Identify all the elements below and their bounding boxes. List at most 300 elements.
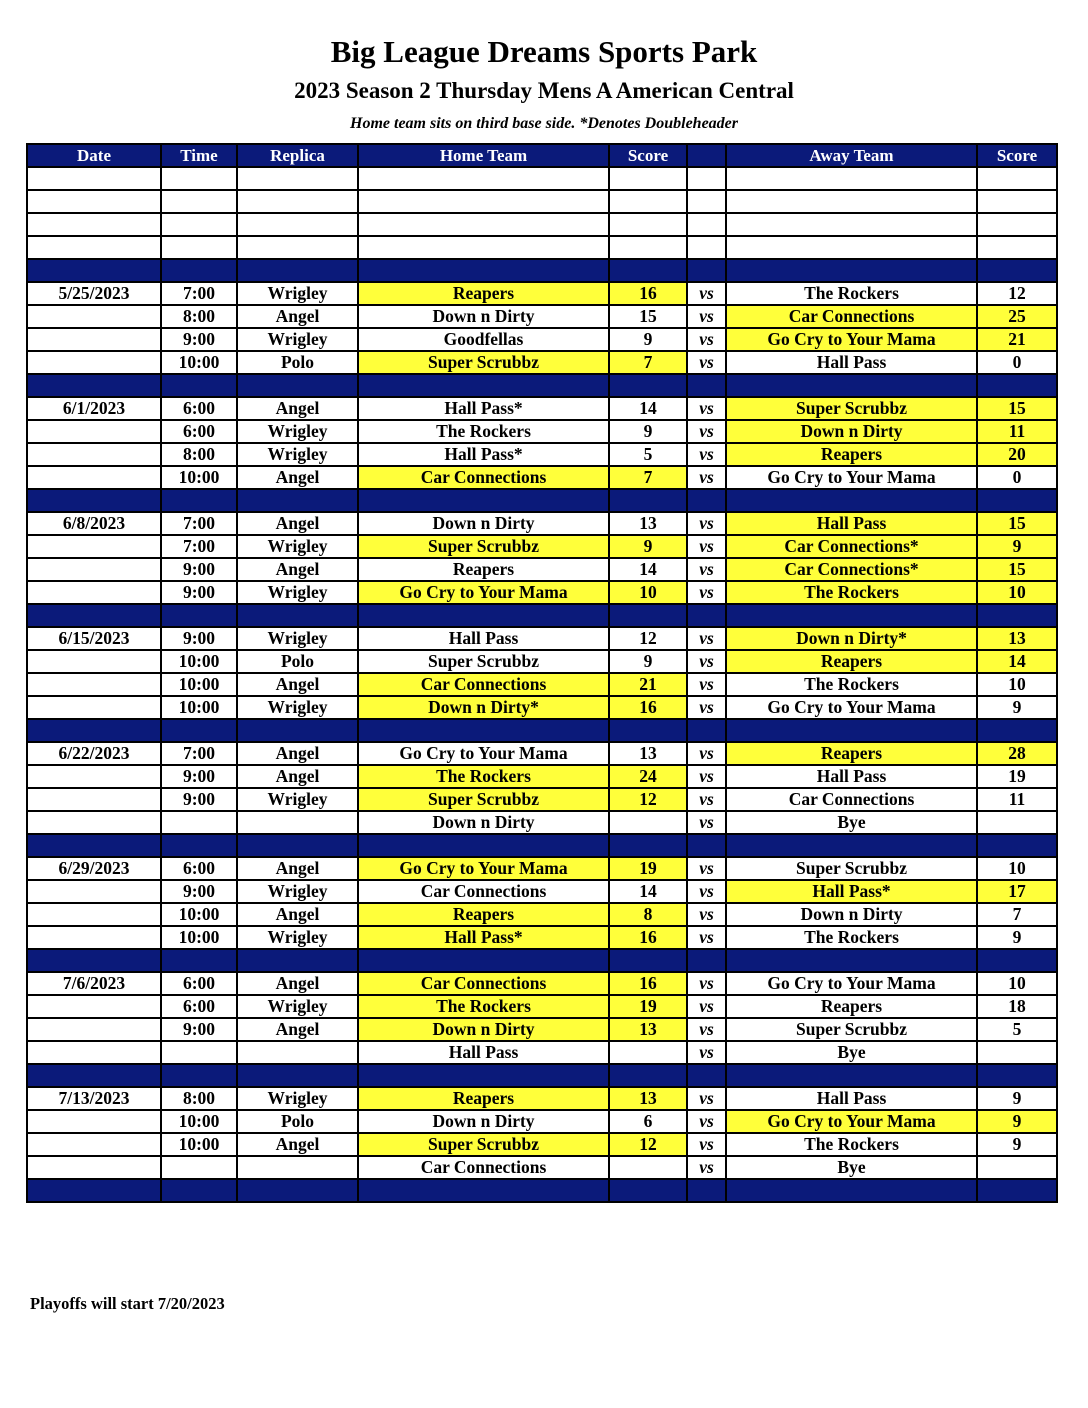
away-team-cell: The Rockers [726,1133,977,1156]
game-row [27,1133,1057,1156]
vs-cell: vs [687,673,726,696]
field-cell: Wrigley [237,282,358,305]
field-cell: Wrigley [237,627,358,650]
home-team-cell: Down n Dirty [358,305,609,328]
empty-cell [687,190,726,213]
away-score-cell: 20 [977,443,1057,466]
away-team-cell: Hall Pass [726,1087,977,1110]
vs-cell: vs [687,696,726,719]
home-score-cell: 7 [609,466,687,489]
empty-cell [27,834,161,857]
empty-cell [161,213,237,236]
game-row [27,1110,1057,1133]
empty-cell [358,374,609,397]
empty-cell [977,236,1057,259]
home-team-cell: Down n Dirty [358,811,609,834]
home-team-cell: Super Scrubbz [358,351,609,374]
field-cell: Angel [237,742,358,765]
time-cell: 8:00 [161,1087,237,1110]
separator-row [27,949,1057,972]
time-cell: 10:00 [161,696,237,719]
away-team-cell: Super Scrubbz [726,1018,977,1041]
time-cell: 8:00 [161,305,237,328]
time-cell: 10:00 [161,903,237,926]
date-cell [27,558,161,581]
date-cell [27,1133,161,1156]
away-team-cell: Down n Dirty [726,903,977,926]
col-header-away-team: Away Team [726,144,977,167]
empty-cell [27,719,161,742]
time-cell [161,811,237,834]
time-cell: 10:00 [161,1110,237,1133]
time-cell: 10:00 [161,351,237,374]
date-cell: 5/25/2023 [27,282,161,305]
game-row [27,1041,1057,1064]
game-row [27,811,1057,834]
vs-cell: vs [687,788,726,811]
field-cell: Wrigley [237,880,358,903]
home-team-cell: Go Cry to Your Mama [358,742,609,765]
home-score-cell: 13 [609,512,687,535]
home-team-cell: Go Cry to Your Mama [358,581,609,604]
empty-cell [609,236,687,259]
empty-cell [977,949,1057,972]
empty-cell [237,949,358,972]
away-score-cell: 15 [977,512,1057,535]
vs-cell: vs [687,811,726,834]
empty-cell [237,213,358,236]
date-cell [27,765,161,788]
date-cell [27,443,161,466]
away-team-cell: Super Scrubbz [726,397,977,420]
empty-cell [27,489,161,512]
away-score-cell [977,811,1057,834]
away-team-cell: Hall Pass [726,512,977,535]
home-team-cell: Hall Pass [358,1041,609,1064]
home-score-cell: 12 [609,627,687,650]
empty-cell [687,236,726,259]
home-score-cell: 12 [609,1133,687,1156]
home-score-cell: 24 [609,765,687,788]
away-team-cell: Hall Pass* [726,880,977,903]
empty-cell [977,1179,1057,1202]
empty-cell [237,167,358,190]
empty-cell [27,949,161,972]
away-score-cell: 5 [977,1018,1057,1041]
date-cell [27,1041,161,1064]
empty-cell [161,719,237,742]
empty-cell [609,719,687,742]
away-team-cell: Bye [726,1156,977,1179]
time-cell: 9:00 [161,765,237,788]
date-cell [27,811,161,834]
field-cell: Angel [237,512,358,535]
empty-cell [609,949,687,972]
home-score-cell: 16 [609,926,687,949]
date-cell [27,995,161,1018]
empty-cell [977,213,1057,236]
vs-cell: vs [687,397,726,420]
empty-cell [161,190,237,213]
away-team-cell: Hall Pass [726,351,977,374]
away-team-cell: Go Cry to Your Mama [726,972,977,995]
separator-row [27,834,1057,857]
empty-cell [358,1064,609,1087]
away-team-cell: Reapers [726,650,977,673]
empty-cell [237,374,358,397]
time-cell: 10:00 [161,1133,237,1156]
empty-cell [609,167,687,190]
field-cell [237,811,358,834]
empty-cell [726,190,977,213]
home-score-cell: 6 [609,1110,687,1133]
field-cell: Angel [237,305,358,328]
empty-cell [237,1064,358,1087]
empty-cell [27,604,161,627]
time-cell [161,1041,237,1064]
home-score-cell [609,1156,687,1179]
empty-cell [977,374,1057,397]
home-score-cell: 13 [609,1018,687,1041]
home-team-cell: Car Connections [358,1156,609,1179]
home-score-cell: 8 [609,903,687,926]
home-team-cell: Car Connections [358,466,609,489]
empty-cell [726,374,977,397]
home-score-cell: 9 [609,535,687,558]
empty-cell [687,719,726,742]
away-score-cell: 9 [977,696,1057,719]
empty-cell [237,190,358,213]
home-team-cell: Hall Pass* [358,397,609,420]
empty-cell [27,259,161,282]
vs-cell: vs [687,535,726,558]
time-cell: 9:00 [161,1018,237,1041]
empty-cell [27,190,161,213]
empty-cell [161,1179,237,1202]
date-cell [27,788,161,811]
schedule-body [27,167,1057,1202]
empty-cell [977,604,1057,627]
vs-cell: vs [687,857,726,880]
game-row [27,420,1057,443]
home-score-cell: 16 [609,282,687,305]
field-cell: Angel [237,1133,358,1156]
away-team-cell: The Rockers [726,673,977,696]
game-row [27,903,1057,926]
game-row [27,535,1057,558]
field-cell: Angel [237,673,358,696]
away-team-cell: Go Cry to Your Mama [726,696,977,719]
away-score-cell: 0 [977,351,1057,374]
vs-cell: vs [687,650,726,673]
away-score-cell: 15 [977,397,1057,420]
empty-cell [358,1179,609,1202]
time-cell: 10:00 [161,466,237,489]
empty-cell [977,1064,1057,1087]
time-cell: 10:00 [161,650,237,673]
col-header-away-score: Score [977,144,1057,167]
vs-cell: vs [687,1156,726,1179]
empty-cell [609,604,687,627]
home-score-cell: 5 [609,443,687,466]
game-row [27,696,1057,719]
home-team-cell: Reapers [358,558,609,581]
away-team-cell: Reapers [726,995,977,1018]
game-row [27,1087,1057,1110]
away-score-cell: 14 [977,650,1057,673]
field-cell: Angel [237,1018,358,1041]
vs-cell: vs [687,351,726,374]
empty-cell [609,489,687,512]
empty-cell [358,190,609,213]
separator-row [27,489,1057,512]
home-team-cell: Down n Dirty [358,512,609,535]
field-cell: Angel [237,558,358,581]
vs-cell: vs [687,926,726,949]
time-cell: 9:00 [161,788,237,811]
home-team-cell: Down n Dirty* [358,696,609,719]
page-subtitle: 2023 Season 2 Thursday Mens A American Central [294,78,794,103]
empty-cell [609,1064,687,1087]
empty-cell [237,834,358,857]
page-title: Big League Dreams Sports Park [330,34,758,69]
empty-cell [358,834,609,857]
home-score-cell: 16 [609,696,687,719]
col-header-home-team: Home Team [358,144,609,167]
vs-cell: vs [687,420,726,443]
empty-cell [609,834,687,857]
empty-cell [237,236,358,259]
date-cell: 6/8/2023 [27,512,161,535]
away-score-cell: 10 [977,972,1057,995]
game-row [27,305,1057,328]
empty-cell [977,719,1057,742]
away-team-cell: Go Cry to Your Mama [726,1110,977,1133]
blank-row [27,213,1057,236]
empty-cell [687,834,726,857]
empty-cell [687,167,726,190]
date-cell [27,305,161,328]
date-cell [27,535,161,558]
away-team-cell: Super Scrubbz [726,857,977,880]
empty-cell [27,236,161,259]
field-cell: Wrigley [237,443,358,466]
empty-cell [687,949,726,972]
empty-cell [237,489,358,512]
away-team-cell: Go Cry to Your Mama [726,328,977,351]
empty-cell [726,719,977,742]
empty-cell [609,213,687,236]
away-team-cell: The Rockers [726,282,977,305]
vs-cell: vs [687,903,726,926]
separator-row [27,1064,1057,1087]
blank-row [27,167,1057,190]
empty-cell [27,213,161,236]
away-score-cell: 15 [977,558,1057,581]
home-score-cell: 14 [609,880,687,903]
away-score-cell: 11 [977,420,1057,443]
field-cell: Wrigley [237,926,358,949]
time-cell: 10:00 [161,673,237,696]
time-cell: 9:00 [161,581,237,604]
game-row [27,558,1057,581]
time-cell: 8:00 [161,443,237,466]
blank-row [27,190,1057,213]
empty-cell [726,167,977,190]
empty-cell [358,719,609,742]
away-team-cell: Hall Pass [726,765,977,788]
empty-cell [161,604,237,627]
time-cell: 9:00 [161,627,237,650]
home-score-cell: 13 [609,742,687,765]
empty-cell [358,949,609,972]
home-score-cell: 12 [609,788,687,811]
empty-cell [161,949,237,972]
vs-cell: vs [687,282,726,305]
empty-cell [726,1179,977,1202]
away-score-cell: 9 [977,535,1057,558]
home-team-cell: Super Scrubbz [358,1133,609,1156]
empty-cell [726,489,977,512]
empty-cell [687,489,726,512]
home-team-cell: Hall Pass* [358,926,609,949]
empty-cell [358,489,609,512]
date-cell: 6/15/2023 [27,627,161,650]
date-cell [27,466,161,489]
vs-cell: vs [687,466,726,489]
time-cell: 7:00 [161,512,237,535]
empty-cell [161,167,237,190]
away-score-cell: 25 [977,305,1057,328]
vs-cell: vs [687,742,726,765]
field-cell: Angel [237,903,358,926]
home-team-cell: The Rockers [358,995,609,1018]
page-note: Home team sits on third base side. *Denotes Doubleheader [350,115,738,132]
date-cell [27,696,161,719]
empty-cell [358,213,609,236]
away-team-cell: Car Connections* [726,535,977,558]
separator-row [27,719,1057,742]
home-score-cell: 10 [609,581,687,604]
game-row [27,650,1057,673]
field-cell: Angel [237,972,358,995]
game-row [27,466,1057,489]
away-team-cell: The Rockers [726,926,977,949]
game-row [27,351,1057,374]
time-cell: 6:00 [161,397,237,420]
field-cell: Wrigley [237,788,358,811]
away-score-cell: 12 [977,282,1057,305]
separator-row [27,374,1057,397]
empty-cell [977,259,1057,282]
vs-cell: vs [687,1018,726,1041]
empty-cell [27,167,161,190]
away-score-cell: 17 [977,880,1057,903]
footer-note: Playoffs will start 7/20/2023 [30,1294,225,1313]
home-team-cell: Super Scrubbz [358,535,609,558]
table-header-row [27,144,1057,167]
game-row [27,397,1057,420]
date-cell [27,351,161,374]
away-score-cell: 11 [977,788,1057,811]
col-header-vs [687,144,726,167]
empty-cell [687,374,726,397]
empty-cell [237,259,358,282]
away-score-cell: 9 [977,1133,1057,1156]
away-team-cell: Go Cry to Your Mama [726,466,977,489]
away-score-cell: 21 [977,328,1057,351]
vs-cell: vs [687,558,726,581]
home-score-cell: 15 [609,305,687,328]
game-row [27,627,1057,650]
away-score-cell: 10 [977,673,1057,696]
home-team-cell: Super Scrubbz [358,788,609,811]
away-score-cell: 19 [977,765,1057,788]
empty-cell [358,259,609,282]
game-row [27,328,1057,351]
vs-cell: vs [687,443,726,466]
date-cell: 6/29/2023 [27,857,161,880]
vs-cell: vs [687,1087,726,1110]
vs-cell: vs [687,1133,726,1156]
time-cell [161,1156,237,1179]
field-cell: Polo [237,1110,358,1133]
vs-cell: vs [687,765,726,788]
field-cell: Angel [237,857,358,880]
away-team-cell: Bye [726,811,977,834]
away-score-cell: 9 [977,1087,1057,1110]
home-team-cell: Reapers [358,903,609,926]
home-team-cell: Hall Pass [358,627,609,650]
schedule-table [26,143,1058,1203]
home-score-cell: 14 [609,558,687,581]
empty-cell [358,236,609,259]
vs-cell: vs [687,880,726,903]
game-row [27,673,1057,696]
vs-cell: vs [687,1041,726,1064]
home-team-cell: The Rockers [358,420,609,443]
date-cell [27,1110,161,1133]
date-cell [27,581,161,604]
field-cell: Angel [237,765,358,788]
time-cell: 7:00 [161,742,237,765]
empty-cell [687,213,726,236]
away-score-cell [977,1041,1057,1064]
vs-cell: vs [687,1110,726,1133]
empty-cell [726,604,977,627]
home-team-cell: Down n Dirty [358,1018,609,1041]
game-row [27,581,1057,604]
empty-cell [609,259,687,282]
time-cell: 7:00 [161,282,237,305]
away-score-cell: 13 [977,627,1057,650]
home-team-cell: The Rockers [358,765,609,788]
game-row [27,880,1057,903]
empty-cell [609,190,687,213]
game-row [27,742,1057,765]
empty-cell [237,604,358,627]
col-header-home-score: Score [609,144,687,167]
home-score-cell [609,811,687,834]
empty-cell [726,834,977,857]
date-cell [27,650,161,673]
separator-row [27,259,1057,282]
date-cell [27,673,161,696]
away-score-cell: 9 [977,926,1057,949]
away-team-cell: Car Connections [726,305,977,328]
home-team-cell: Car Connections [358,972,609,995]
time-cell: 6:00 [161,420,237,443]
